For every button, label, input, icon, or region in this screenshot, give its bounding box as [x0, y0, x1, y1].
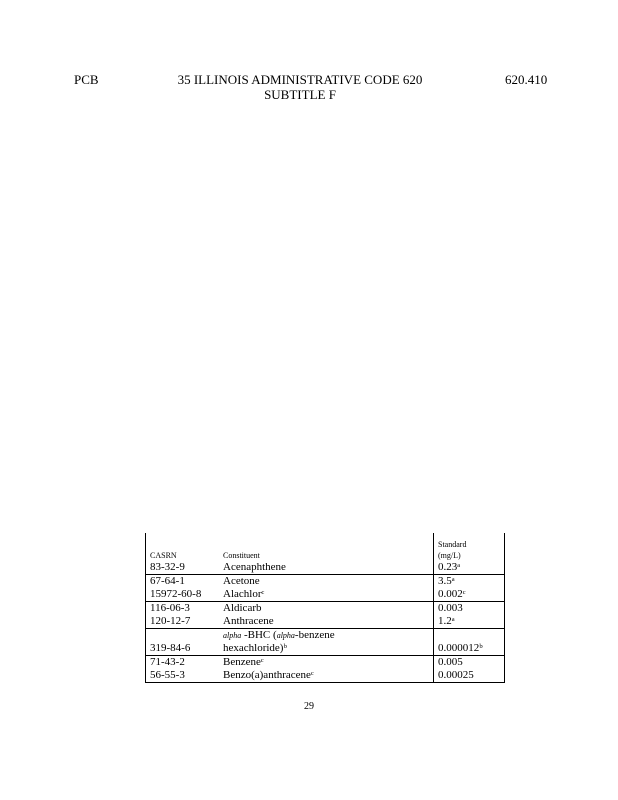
- table-header-row: [146, 533, 505, 561]
- table-row: [146, 629, 505, 656]
- table-row: [146, 615, 505, 629]
- casrn-cell: 319-84-6: [146, 629, 220, 656]
- alpha-prefix: alpha: [223, 631, 242, 640]
- standard-cell: 1.2ᵃ: [434, 615, 505, 629]
- table-row: [146, 602, 505, 616]
- constituent-cell: Acetone: [219, 575, 434, 589]
- constituent-cell: Aldicarb: [219, 602, 434, 616]
- standard-cell: 0.002ᶜ: [434, 588, 505, 602]
- casrn-cell: 67-64-1: [146, 575, 220, 589]
- standard-cell: 0.000012ᵇ: [434, 629, 505, 656]
- casrn-header: CASRN: [146, 533, 220, 561]
- constituent-cell: Alachlorᶜ: [223, 588, 265, 600]
- constituent-cell: Acenaphthene: [223, 561, 286, 573]
- standard-cell: 3.5ᵃ: [434, 575, 505, 589]
- alpha-prefix: alpha: [276, 631, 295, 640]
- casrn-cell: 83-32-9: [146, 561, 220, 575]
- constituent-cell: Anthracene: [223, 615, 274, 627]
- header-agency: PCB: [74, 72, 99, 87]
- table-row: [146, 561, 505, 575]
- standard-cell: 0.00025: [434, 669, 505, 683]
- table-row: [146, 588, 505, 602]
- standard-cell: 0.23ᵃ: [434, 561, 505, 575]
- casrn-cell: 116-06-3: [146, 602, 220, 616]
- page-number: 29: [304, 701, 314, 712]
- constituent-cell: Benzeneᶜ: [219, 656, 434, 670]
- constituent-line1: [223, 629, 433, 642]
- casrn-cell: 15972-60-8: [146, 588, 220, 602]
- standard-cell: 0.003: [434, 602, 505, 616]
- constituent-cell: [219, 629, 434, 656]
- table-row: [146, 669, 505, 683]
- constituent-text: -benzene: [294, 629, 335, 641]
- constituent-text: -BHC (: [243, 629, 277, 641]
- constituent-header: Constituent: [223, 551, 260, 560]
- standard-header: [434, 533, 505, 561]
- header-title-line2: SUBTITLE F: [264, 87, 336, 102]
- header-title-line1: 35 ILLINOIS ADMINISTRATIVE CODE 620: [177, 72, 423, 87]
- standard-header-line1: Standard: [438, 540, 467, 549]
- standard-cell: 0.005: [434, 656, 505, 670]
- header-title: [170, 72, 430, 102]
- casrn-cell: 120-12-7: [146, 615, 220, 629]
- standard-header-line2: (mg/L): [438, 551, 461, 560]
- table-row: [146, 656, 505, 670]
- header-section-number: 620.410: [505, 72, 548, 87]
- constituent-line2: hexachloride)ᵇ: [223, 642, 287, 654]
- table-row: [146, 575, 505, 589]
- casrn-cell: 71-43-2: [146, 656, 220, 670]
- casrn-cell: 56-55-3: [146, 669, 220, 683]
- constituent-cell: Benzo(a)anthraceneᶜ: [219, 669, 434, 683]
- standards-table: [145, 533, 505, 683]
